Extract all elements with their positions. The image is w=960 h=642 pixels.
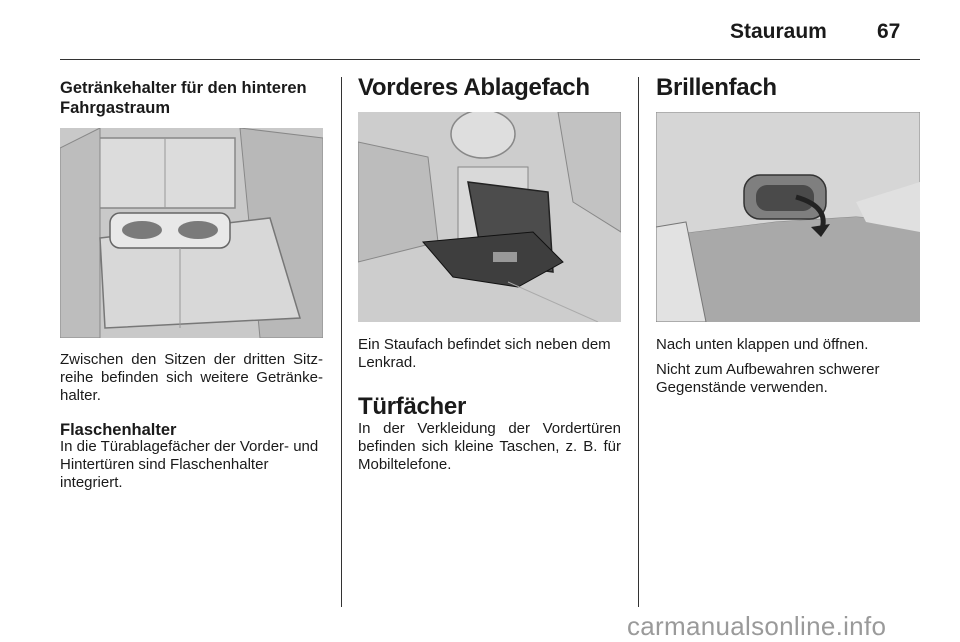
rear-cupholder-image [60, 128, 323, 338]
section-heading-cupholder: Getränkehalter für den hinteren Fahrgastraum [60, 79, 307, 117]
page-number: 67 [877, 20, 901, 43]
column-divider-1 [341, 77, 342, 607]
section-heading-front-compartment: Vorderes Ablagefach [358, 74, 590, 101]
section-heading-door-pockets: Türfächer [358, 393, 466, 420]
paragraph-bottle-holder: In die Türablagefächer der Vorder- und Hintertüren sind Flaschenhalter integriert. [60, 438, 319, 491]
paragraph-door-pockets: In der Verkleidung der Vordertüren befinden sich kleine Taschen, z. B. für Mobiltelefone. [358, 420, 621, 473]
glasses-holder-image [656, 112, 920, 322]
subheading-bottle-holder: Flaschenhalter [60, 421, 177, 439]
paragraph-glasses-open: Nach unten klappen und öffnen. [656, 336, 869, 353]
watermark-text: carmanualsonline.info [627, 611, 887, 641]
header-divider [60, 59, 920, 60]
section-heading-glasses: Brillenfach [656, 74, 777, 101]
column-divider-2 [638, 77, 639, 607]
paragraph-glasses-warning: Nicht zum Aufbewahren schwerer Gegenstände verwenden. [656, 361, 880, 396]
paragraph-cupholder: Zwischen den Sitzen der dritten Sitz-reihe befinden sich weitere Getränke-halter. [60, 351, 323, 404]
front-compartment-image [358, 112, 621, 322]
paragraph-front-compartment: Ein Staufach befindet sich neben dem Lenkrad. [358, 336, 611, 371]
page-title: Stauraum [730, 20, 827, 43]
